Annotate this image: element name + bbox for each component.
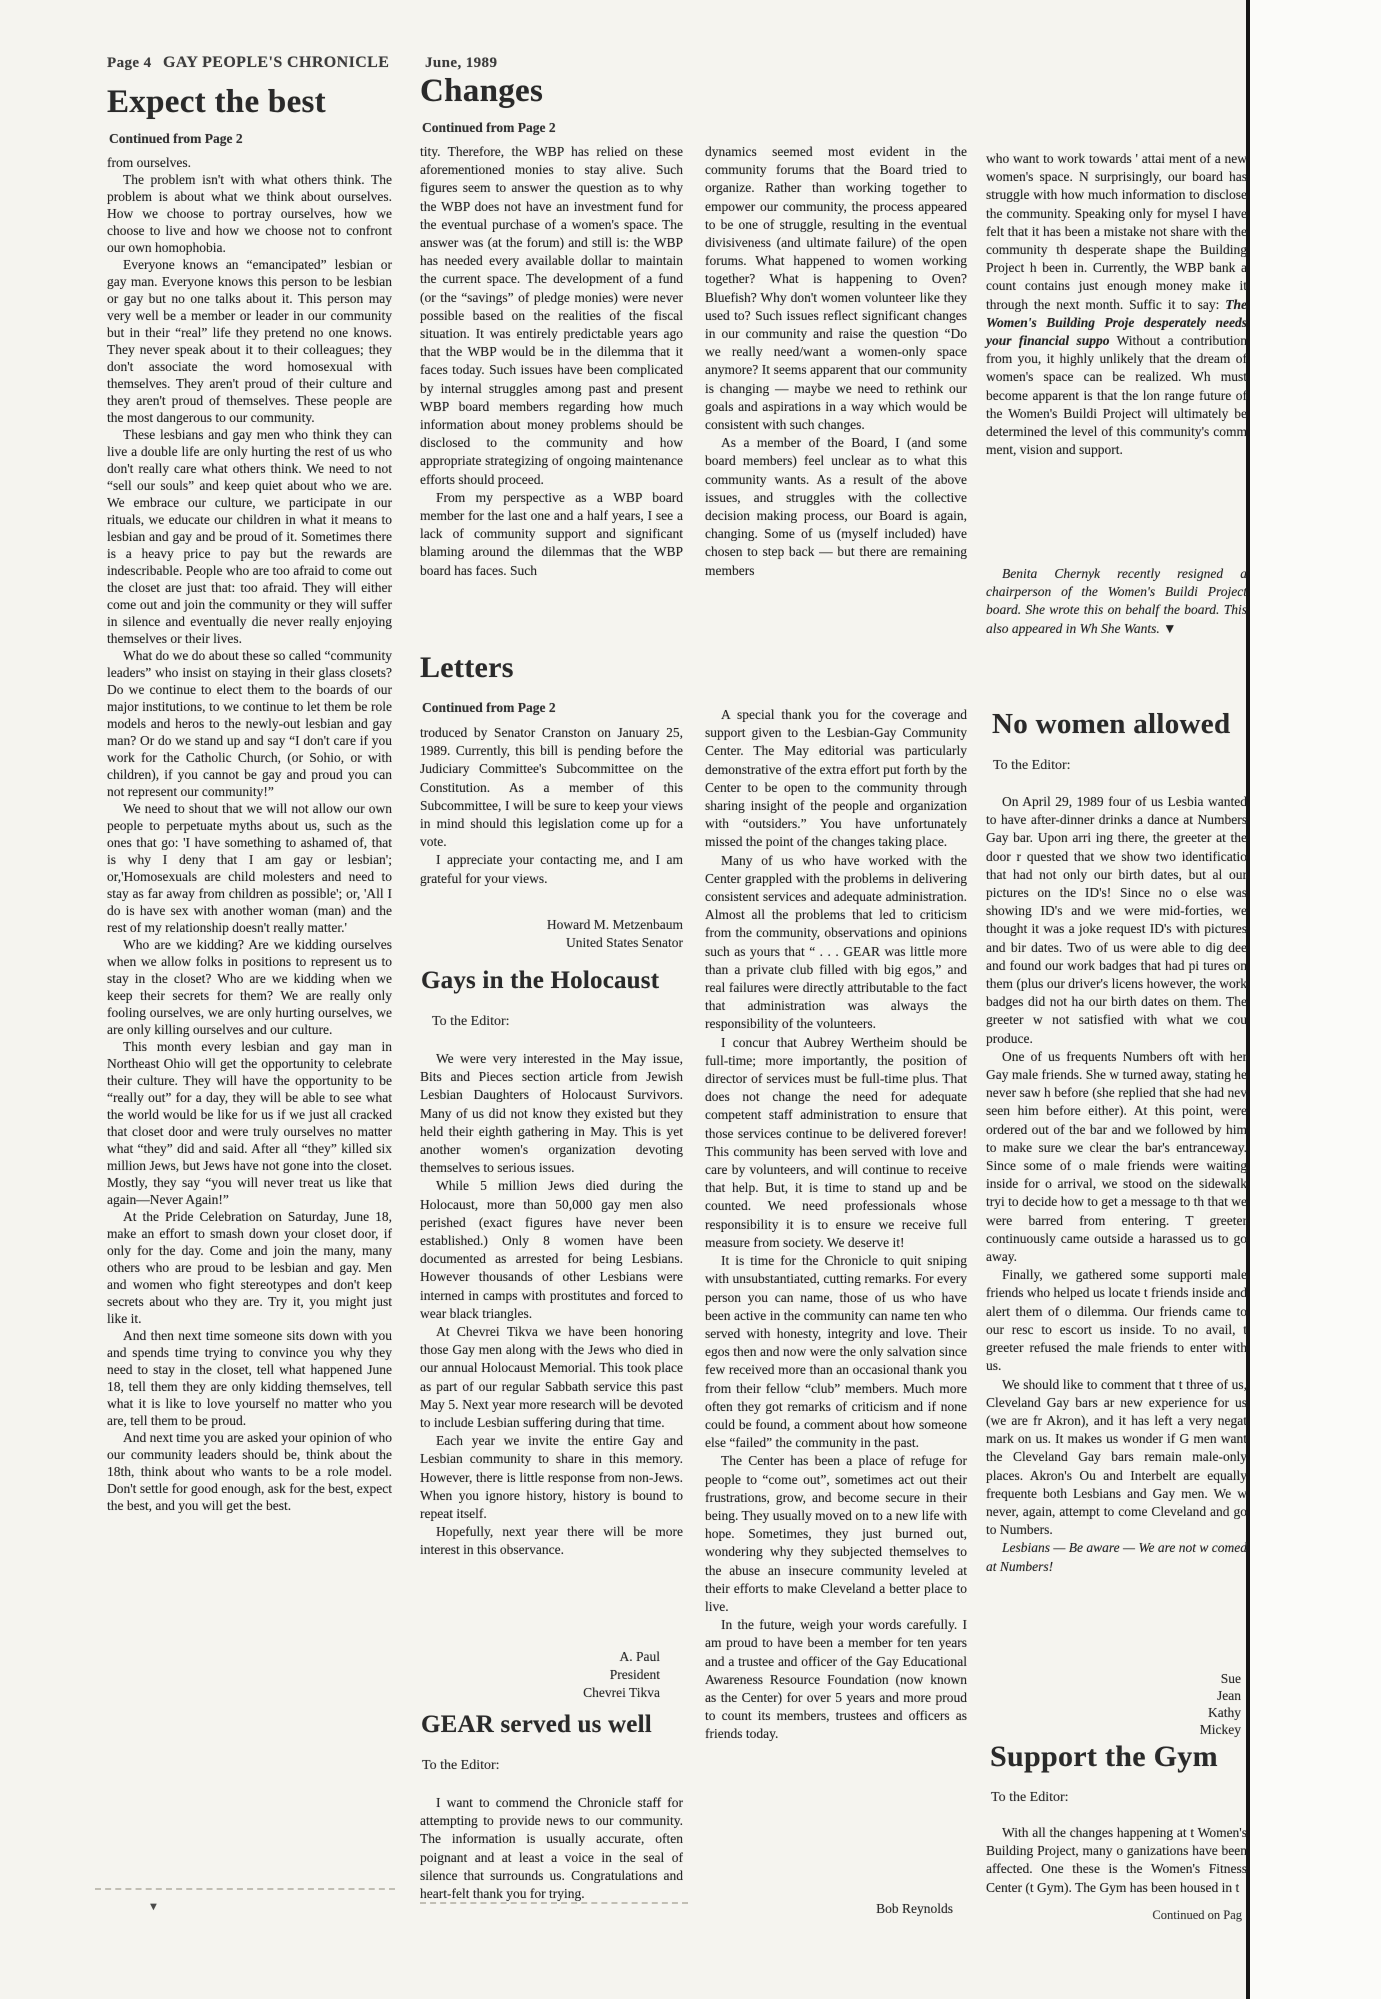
headline-gays-in-the-holocaust: Gays in the Holocaust [421,967,660,994]
signature-line: Bob Reynolds [876,1901,953,1916]
paragraph: We should like to comment that t three of us, Cleveland Gay bars ar new experience for us (we are fr Akron), and it has left a very negat mark on us. It makes us wonder if G men want the Cleveland Gay bars remain male-only places. Akron's Ou and Interbelt are equally frequente both Lesbians and Gay men. We w never, again, attempt to come Cleveland and go to Numbers. [986,1376,1247,1538]
paragraph: Who are we kidding? Are we kidding ourselves when we allow folks in positions to represent us to stay in the closet? Who are we kidding when we keep their secrets for them? We are really only fooling ourselves, we are only hurting ourselves, we are only killing ourselves and our culture. [107,937,392,1037]
article-body-changes-col4 [986,150,1247,459]
article-body-no-women-allowed [986,793,1247,1576]
signature-line: United States Senator [566,935,683,950]
article-body-holocaust [420,1050,683,1560]
scan-smudge-line [95,1888,395,1890]
paragraph: The problem isn't with what others think. The problem is about what we think about ourselves. How we choose to portray ourselves, how we choose to live and how we choose not to confront our own homophobia. [107,172,392,255]
paragraph: We need to shout that we will not allow our own people to perpetuate myths about us, such as the ones that go: 'I have something to ashamed of, that is why I deny that I am gay or lesbian'; or,'Homosexuals are child molesters and need to stay as far away from children as possible'; or, 'All I do is have sex with another woman (man) and the rest of my relationship doesn't really matter.' [107,801,392,935]
signature-line: Howard M. Metzenbaum [546,917,683,932]
signature-line: Kathy [1208,1705,1241,1720]
letter-signature [705,1900,953,1918]
paragraph: And then next time someone sits down with you and spends time trying to convince you why they need to stay in the closet, tell what happened June 18, tell them they are only kidding themselves, tell what it is like to love yourself no matter who you are, tell them to be proud. [107,1328,392,1428]
paragraph: I appreciate your contacting me, and I am grateful for your views. [420,852,683,886]
continued-from-label: Continued from Page 2 [422,700,556,715]
paragraph: A special thank you for the coverage and support given to the Lesbian-Gay Community Center. The May editorial was particularly demonstrative of the extra effort put forth by the Center to be open to the community through sharing insight of the people and organization with “outsiders.” You have unfortunately missed the point of the changes taking place. [705,707,967,850]
paragraph: I concur that Aubrey Wertheim should be full-time; more importantly, the position of director of services must be full-time plus. That does not change the need for adequate competent staff administration to ensure that those services continue to be delivered forever! This community has been served with love and care by volunteers, and will continue to receive that help. But, it is time to stand up and be counted. We need professionals whose responsibility it is to ensure we receive full measure from society. We deserve it! [705,1034,967,1250]
paragraph: What do we do about these so called “community leaders” who insist on staying in their glass closets? Do we continue to elect them to the boards of our major institutions, to we continue to let them be role models and heros to the newly-out lesbian and gay man? Or do we stand up and say “I don't care if you work for the Catholic Church, (or Sohio, or with children), if you cannot be gay and proud you can not represent our community!” [107,648,392,799]
paragraph-text: Without a contribution from you, it highly unlikely that the dream of women's space can be realized. Wh must become apparent is that the lon range future of the Women's Buildi Project will ultimately be determined the level of this community's comm ment, vision and support. [986,333,1247,458]
paragraph: Each year we invite the entire Gay and Lesbian community to share in this memory. However, there is little response from non-Jews. When you ignore history, history is bound to repeat itself. [420,1433,683,1522]
letter-signature [420,916,683,952]
salutation: To the Editor: [991,1790,1069,1805]
paragraph: Finally, we gathered some supporti male friends who helped us locate t friends inside and alert them of o dilemma. Our friends came to our resc to escort us inside. To no avail, t greeter refused the male friends to enter with us. [986,1267,1247,1374]
paragraph: Many of us who have worked with the Center grappled with the problems in delivering consistent services and adequate administration. Almost all the problems that led to criticism from the community, observations and opinions such as yours that “ . . . GEAR was little more than a private club filled with big egos,” and real failures were directly attributable to the fact that administration was always the responsibility of the volunteers. [705,852,967,1032]
paragraph: While 5 million Jews died during the Holocaust, more than 50,000 gay men also perished (exact figures have never been established.) Only 8 women have been documented as arrested for being Lesbians. However thousands of other Lesbians were interned in camps with prostitutes and forced to wear black triangles. [420,1178,683,1321]
salutation: To the Editor: [432,1014,510,1029]
scan-right-margin [1250,0,1381,1999]
paragraph: In the future, weigh your words carefully. I am proud to have been a member for ten years and a trustee and officer of the Gay Educational Awareness Resource Foundation (now known as the Center) for over 5 years and more proud to count its members, trustees and officers as friends today. [705,1617,967,1742]
page-number-label: Page 4 [107,55,152,71]
continued-from-label: Continued from Page 2 [422,120,556,135]
article-body-changes-col2 [420,143,683,580]
paragraph: Everyone knows an “emancipated” lesbian or gay man. Everyone knows this person to be lesbian or gay but no one talks about it. This person may very well be a member or leader in our community but in their “real” life they pretend no one knows. They never speak about it to their colleagues; they don't associate the word homosexual with themselves. They aren't proud of their culture and they aren't proud of themselves. These people are the most dangerous to our community. [107,257,392,425]
signature-line: A. Paul [619,1649,660,1664]
headline-changes: Changes [420,73,544,109]
signature-line: President [609,1667,660,1682]
paragraph: troduced by Senator Cranston on January 25, 1989. Currently, this bill is pending before the Judiciary Committee's Subcommittee on the Constitution. As a member of this Subcommittee, I will be sure to keep your views in mind should this legislation come up for a vote. [420,725,683,850]
article-body-gear [420,1794,683,1903]
signature-line: Sue [1220,1671,1241,1686]
headline-letters: Letters [420,651,514,684]
paragraph: At Chevrei Tikva we have been honoring those Gay men along with the Jews who died in our annual Holocaust Memorial. This took place as part of our regular Sabbath service this past May 5. Next year more research will be devoted to include Lesbian suffering during that time. [420,1324,683,1431]
paragraph: We were very interested in the May issue, Bits and Pieces section article from Jewish Lesbian Daughters of Holocaust Survivors. Many of us did not know they existed but they held their eighth gathering in May. This is yet another women's organization devoting themselves to serious issues. [420,1051,683,1176]
continued-from-label: Continued from Page 2 [109,131,243,146]
paragraph: I want to commend the Chronicle staff for attempting to provide news to our community. The information is usually accurate, often poignant and at least a voice in the seal of silence that surrounds us. Congratulations and heart-felt thank you for trying. [420,1795,683,1902]
continued-on-page-label: Continued on Pag [1152,1908,1242,1922]
paragraph: from ourselves. [107,155,191,170]
paragraph: As a member of the Board, I (and some board members) feel unclear as to what this community wants. As a result of the above issues, and struggles with the collective decision making process, our Board is again, changing. Some of us (myself included) have chosen to step back — but there are remaining members [705,435,967,578]
paragraph-text: who want to work towards ' attai ment of a new women's space. N surprisingly, our board has struggle with how much information to disclose the community. Speaking only for mysel I have felt that it has been a mistake not share with the community th desperate shape the Building Project h been in. Currently, the WBP bank a count contains just enough money make it through the next month. Suffic it to say: [986,151,1247,312]
end-of-article-marker: ▼ [148,1901,159,1913]
article-body-changes-col3 [705,143,967,580]
paragraph: These lesbians and gay men who think they can live a double life are only hurting the rest of us who don't really care what others think. We need to not “sell our souls” and keep quiet about who we are. We embrace our culture, we participate in our rituals, we educate our children in what it means to lesbian and gay and be proud of it. Sometimes there is a heavy price to pay but the rewards are indescribable. People who are too afraid to come out the closet are just that: too afraid. They will either come out and join the community or they will suffer in silence and eventually die never really enjoying themselves or their lives. [107,427,392,646]
headline-no-women-allowed: No women allowed [992,708,1231,740]
salutation: To the Editor: [993,758,1071,773]
headline-expect-the-best: Expect the best [107,84,326,120]
article-body-letters [420,724,683,888]
headline-gear-served-us-well: GEAR served us well [421,1711,652,1738]
paragraph: dynamics seemed most evident in the community forums that the Board tried to organize. Rather than working together to empower our community, the process appeared to be one of struggle, resulting in the eventual divisiveness (and ultimate failure) of the open forums. What happened to women working together? What is happening to Oven? Bluefish? Why don't women volunteer like they used to? Such issues reflect significant changes in our community and raise the question “Do we really need/want a women-only space anymore? It seems apparent that our community is changing — maybe we need to rethink our goals and aspirations in a way which would be consistent with such changes. [705,144,967,433]
letter-signatures [986,1670,1241,1738]
scan-smudge-line [420,1902,688,1904]
paragraph: From my perspective as a WBP board member for the last one and a half years, I see a lack of community support and significant blaming around the dilemmas that the WBP board has faces. Such [420,489,683,578]
closing-italic-line: Lesbians — Be aware — We are not w comed at Numbers! [986,1540,1247,1574]
paragraph: The Center has been a place of refuge for people to “come out”, sometimes act out their frustrations, grow, and become secure in their being. They usually moved on to a new life with hope. Sometimes, they just burned out, wondering why they subjected themselves to the abuse an insecure community leveled at their efforts to make Cleveland a better place to live. [705,1453,967,1614]
paragraph: It is time for the Chronicle to quit sniping with unsubstantiated, cutting remarks. For every person you can name, those of us who have been active in the community can name ten who served with honesty, integrity and love. Their egos then and now were the only salvation since few received more than an occasional thank you from their fellow “club” members. Much more often they got remarks of criticism and if none could be found, a comment about how someone else “failed” the community in the past. [705,1253,967,1451]
paragraph: On April 29, 1989 four of us Lesbia wanted to have after-dinner drinks a dance at Numbers Gay bar. Upon arri ing there, the greeter at the door r quested that we show two identificatio that had not only our birth dates, but al our pictures on the ID's! Since no o else was showing ID's and we were mid-forties, we thought it was a joke request ID's with pictures and bir dates. Two of us were able to dig dee and found our work badges that had pi tures on them (plus our driver's licens however, the work badges did not ha our birth dates on them. The greeter w not satisfied with what we cou produce. [986,794,1247,1046]
paragraph: And next time you are asked your opinion of who our community leaders should be, think about the 18th, think about who wants to be a role model. Don't settle for good enough, ask for the best, expect the best, and you will get the best. [107,1430,392,1513]
paragraph: This month every lesbian and gay man in Northeast Ohio will get the opportunity to celebrate their culture. They will have the opportunity to be “really out” for a day, they will be able to see what the world would be like for us if we just all cracked that closet door and were truly ourselves no matter what “they” did and said. After all “they” killed six million Jews, but Jews have not gone into the closet. Mostly, they say “you will never treat us like that again—Never Again!” [107,1039,392,1207]
paragraph: With all the changes happening at t Women's Building Project, many o ganizations have been affected. One these is the Women's Fitness Center (t Gym). The Gym has been housed in t [986,1825,1247,1895]
article-body-expect-the-best [107,154,392,1514]
article-body-support-the-gym [986,1824,1247,1897]
signature-line: Chevrei Tikva [583,1685,660,1700]
headline-support-the-gym: Support the Gym [990,1740,1218,1773]
paragraph: At the Pride Celebration on Saturday, June 18, make an effort to smash down your closet door, if only for the day. Come and join the many, many others who are proud to be lesbian and gay. Men and women who fight stereotypes and don't keep secrets about who they are. Try it, you might just like it. [107,1209,392,1326]
salutation: To the Editor: [422,1758,500,1773]
signature-line: Mickey [1199,1722,1241,1737]
signature-line: Jean [1217,1688,1241,1703]
paragraph: Benita Chernyk recently resigned a chairperson of the Women's Buildi Project board. She wrote this on behalf the board. This also appeared in Wh She Wants. ▼ [986,566,1247,636]
paragraph: Hopefully, next year there will be more interest in this observance. [420,1524,683,1558]
article-body-center-letter [705,706,967,1744]
letter-signature [420,1648,660,1702]
paragraph [986,150,1247,459]
paper-name: GAY PEOPLE'S CHRONICLE [163,54,390,71]
paragraph: tity. Therefore, the WBP has relied on these aforementioned monies to stay alive. Such figures seem to answer the question as to why the WBP does not have an investment fund for the eventual purchase of a women's space. The answer was (at the forum) and still is: the WBP has needed every available dollar to maintain the current space. The development of a fund (or the “savings” of pledge monies) were never possible based on the realities of the fiscal situation. It was entirely predictable years ago that the WBP would be in the dilemma that it faces today. Such issues have been complicated by internal struggles among past and present WBP board members regarding how much information about money problems should be disclosed to the community and how appropriate strategizing of ongoing maintenance efforts should proceed. [420,144,683,487]
paragraph: One of us frequents Numbers oft with her Gay male friends. She w turned away, stating he never saw h before (she replied that she had nev seen him before either). At this point, were ordered out of the bar and we followed by him to make sure we clear the bar's entranceway. Since some of o male friends were waiting inside for o arrival, we stood on the sidewalk tryi to decide how to get a message to th that we were barred from entering. T greeter continuously came outside a harassed us to go away. [986,1048,1247,1265]
issue-date: June, 1989 [425,55,498,71]
emphasized-text: The Women's Building Proje desperately needs your financial suppo [986,296,1247,349]
byline-note [986,565,1247,638]
